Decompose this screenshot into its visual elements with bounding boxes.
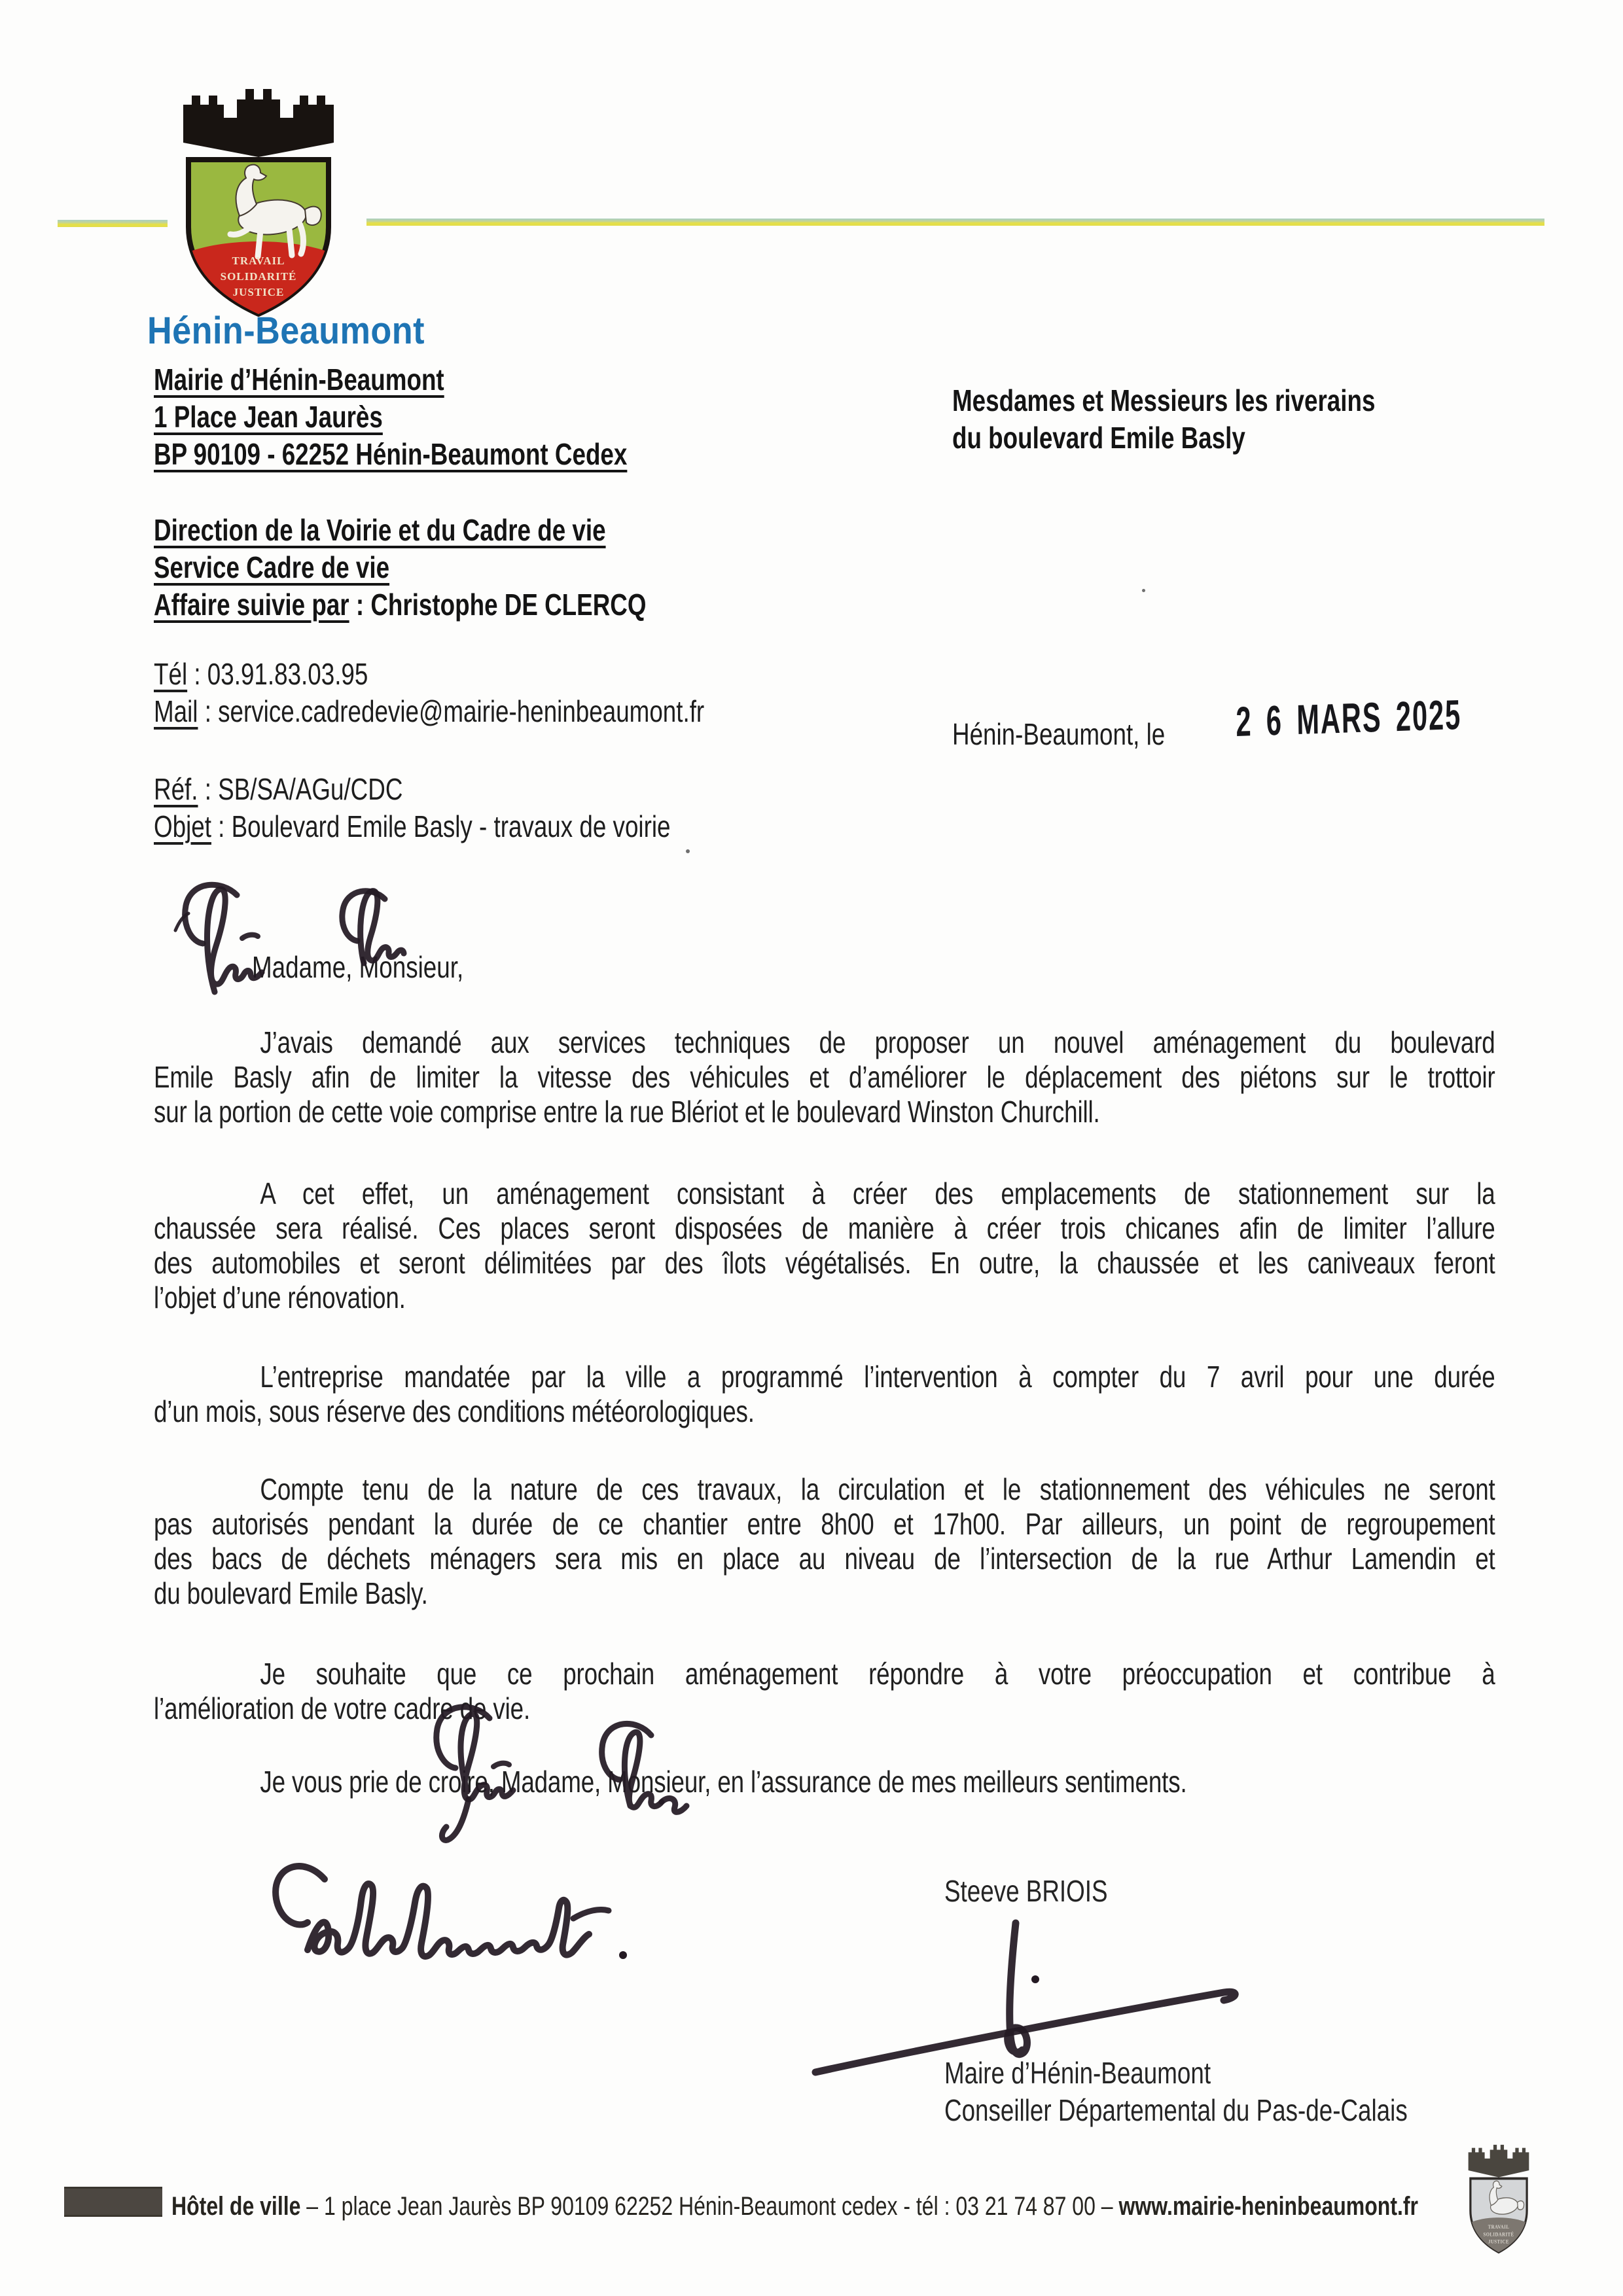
recipient-line: du boulevard Emile Basly	[952, 421, 1245, 455]
mail-value: : service.cadredevie@mairie-heninbeaumont.fr	[198, 694, 705, 728]
body-line: l’amélioration de votre cadre de vie.	[154, 1691, 531, 1725]
crest-motto-line-2: SOLIDARITÉ	[220, 270, 297, 283]
scan-artifact	[686, 849, 690, 853]
handwritten-cordialement	[262, 1845, 654, 1996]
place-date-label: Hénin-Beaumont, le	[952, 717, 1166, 751]
signatory-name-line	[944, 1873, 1149, 1910]
footer-line	[171, 2192, 1623, 2221]
footer-motto-line-3: JUSTICE	[1488, 2238, 1509, 2245]
city-crest-logo	[174, 86, 343, 317]
paragraph-2	[154, 1176, 1623, 1315]
mail-label: Mail	[154, 694, 198, 728]
body-line: du boulevard Emile Basly.	[154, 1576, 428, 1610]
subject-value: : Boulevard Emile Basly - travaux de voirie	[211, 809, 671, 843]
body-line: Emile Basly afin de limiter la vitesse des véhicules et d’améliorer le déplacement des piétons sur le trottoir	[154, 1060, 1495, 1094]
castle-icon	[183, 89, 334, 157]
signatory-name: Steeve BRIOIS	[944, 1874, 1108, 1908]
recipient-line: Mesdames et Messieurs les riverains	[952, 383, 1376, 417]
reference-block	[154, 771, 800, 845]
ref-label: Réf.	[154, 772, 198, 806]
subject-label: Objet	[154, 809, 211, 843]
footer-motto-line-1: TRAVAIL	[1488, 2223, 1510, 2230]
footer-castle-icon	[1469, 2145, 1529, 2178]
signatory-title: Conseiller Départemental du Pas-de-Calais	[944, 2093, 1408, 2127]
paragraph-1	[154, 1025, 1623, 1129]
footer-hotel-de-ville: Hôtel de ville	[171, 2192, 301, 2221]
handwritten-che-closing	[553, 1709, 710, 1833]
handwritten-cher-salutation	[322, 883, 420, 968]
closing-line: Je vous prie de croire, Madame, Monsieur, en l’assurance de mes meilleurs sentiments.	[260, 1765, 1187, 1799]
footer-motto-line-2: SOLIDARITÉ	[1483, 2231, 1514, 2238]
service-line: Service Cadre de vie	[154, 550, 390, 584]
crest-motto-line-1: TRAVAIL	[232, 255, 285, 267]
direction-line: Direction de la Voirie et du Cadre de vie	[154, 513, 606, 547]
service-block	[154, 512, 770, 624]
footer-address: – 1 place Jean Jaurès BP 90109 62252 Hénin-Beaumont cedex - tél : 03 21 74 87 00 –	[300, 2192, 1119, 2221]
body-line: A cet effet, un aménagement consistant à créer des emplacements de stationnement sur la	[260, 1176, 1495, 1210]
handled-by-value: : Christophe DE CLERCQ	[349, 588, 647, 622]
body-line: pas autorisés pendant la durée de ce chantier entre 8h00 et 17h00. Par ailleurs, un point de regroupement	[154, 1507, 1495, 1541]
paragraph-3	[154, 1360, 1623, 1429]
handled-by-label: Affaire suivie par	[154, 588, 349, 622]
date-stamp: 2 6 MARS 2025	[1236, 690, 1462, 745]
phone-label: Tél	[154, 657, 188, 691]
letterhead-rule-left	[58, 220, 168, 227]
paragraph-5	[154, 1657, 1623, 1726]
body-line: chaussée sera réalisé. Ces places seront disposées de manière à créer trois chicanes afin de limiter l’allure	[154, 1211, 1495, 1245]
crest-motto-line-3: JUSTICE	[232, 286, 285, 298]
ref-value: : SB/SA/AGu/CDC	[198, 772, 403, 806]
paragraph-4	[154, 1472, 1623, 1611]
body-line: l’objet d’une rénovation.	[154, 1280, 406, 1315]
handwritten-chere-closing	[411, 1693, 532, 1844]
contact-block	[154, 656, 842, 730]
body-line: d’un mois, sous réserve des conditions météorologiques.	[154, 1394, 755, 1428]
place-date-line	[952, 716, 1219, 753]
letterhead-rule-right	[366, 219, 1544, 226]
body-line: Je souhaite que ce prochain aménagement répondre à votre préoccupation et contribue à	[260, 1657, 1495, 1691]
city-name: Hénin-Beaumont	[147, 309, 425, 352]
handwritten-chere-salutation	[164, 875, 275, 1000]
body-line: J’avais demandé aux services techniques de proposer un nouvel aménagement du boulevard	[260, 1025, 1495, 1059]
body-line: sur la portion de cette voie comprise entre la rue Blériot et le boulevard Winston Churchill.	[154, 1095, 1100, 1129]
sender-name: Mairie d’Hénin-Beaumont	[154, 362, 444, 397]
signatory-title-block	[944, 2055, 1524, 2129]
body-line: des bacs de déchets ménagers sera mis en place au niveau de l’intersection de la rue Arthur Lamendin et	[154, 1542, 1495, 1576]
body-line: des automobiles et seront délimitées par des îlots végétalisés. En outre, la chaussée et les caniveaux feront	[154, 1246, 1495, 1280]
signatory-title: Maire d’Hénin-Beaumont	[944, 2056, 1211, 2090]
footer-website: www.mairie-heninbeaumont.fr	[1118, 2192, 1418, 2221]
footer-crest-logo	[1465, 2144, 1533, 2253]
salutation: Madame, Monsieur,	[252, 950, 464, 984]
footer-accent-bar	[64, 2187, 162, 2217]
scan-artifact	[1142, 589, 1145, 592]
sender-postal: BP 90109 - 62252 Hénin-Beaumont Cedex	[154, 437, 628, 471]
sender-address-block	[154, 361, 745, 473]
sender-street: 1 Place Jean Jaurès	[154, 400, 383, 434]
recipient-block	[952, 382, 1481, 457]
phone-value: : 03.91.83.03.95	[187, 657, 368, 691]
body-line: L’entreprise mandatée par la ville a programmé l’intervention à compter du 7 avril pour une durée	[260, 1360, 1495, 1394]
body-line: Compte tenu de la nature de ces travaux, la circulation et le stationnement des véhicules ne seront	[260, 1472, 1495, 1506]
